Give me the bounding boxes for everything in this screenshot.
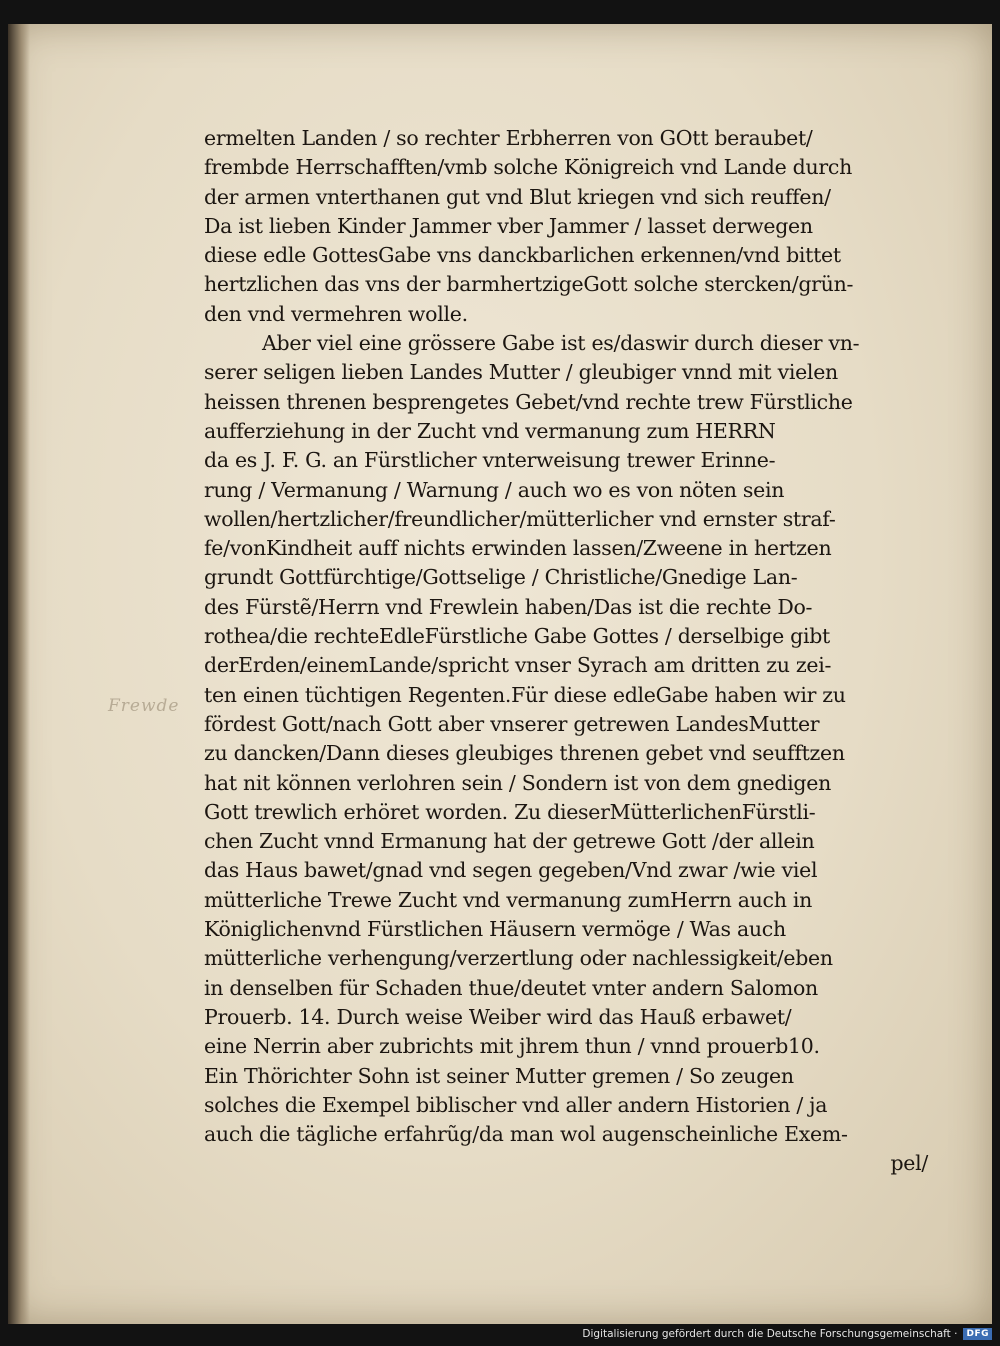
text-line: rothea/die rechteEdleFürstliche Gabe Gottes / derselbige gibt bbox=[204, 624, 830, 649]
footer bbox=[582, 1326, 992, 1342]
text-line: hat nit können verlohren sein / Sondern ist von dem gnedigen bbox=[204, 770, 831, 795]
margin-note: Frewde bbox=[108, 696, 180, 716]
text-line: grundt Gottfürchtige/Gottselige / Christliche/Gnedige Lan- bbox=[204, 565, 798, 590]
text-line: diese edle GottesGabe vns danckbarlichen erkennen/vnd bittet bbox=[204, 243, 841, 268]
text-line: das Haus bawet/gnad vnd segen gegeben/Vnd zwar /wie viel bbox=[204, 858, 818, 883]
text-line: den vnd vermehren wolle. bbox=[204, 301, 468, 326]
text-line: mütterliche Trewe Zucht vnd vermanung zumHerrn auch in bbox=[204, 887, 812, 912]
text-line: Aber viel eine grössere Gabe ist es/daswir durch dieser vn- bbox=[262, 331, 860, 356]
dfg-logo-icon: DFG bbox=[963, 1328, 992, 1340]
text-line: eine Nerrin aber zubrichts mit jhrem thun / vnnd prouerb10. bbox=[204, 1034, 820, 1059]
text-line: auch die tägliche erfahrũg/da man wol augenscheinliche Exem- bbox=[204, 1122, 848, 1147]
text-line: des Fürstẽ/Herrn vnd Frewlein haben/Das ist die rechte Do- bbox=[204, 594, 813, 619]
text-block bbox=[204, 124, 938, 1179]
text-line: Königlichenvnd Fürstlichen Häusern vermöge / Was auch bbox=[204, 917, 786, 942]
scanned-page bbox=[8, 24, 992, 1324]
text-line: derErden/einemLande/spricht vnser Syrach am dritten zu zei- bbox=[204, 653, 832, 678]
text-line: Da ist lieben Kinder Jammer vber Jammer / lasset derwegen bbox=[204, 213, 813, 238]
text-line: zu dancken/Dann dieses gleubiges threnen gebet vnd seufftzen bbox=[204, 741, 845, 766]
text-line: wollen/hertzlicher/freundlicher/mütterlicher vnd ernster straf- bbox=[204, 506, 836, 531]
text-line: mütterliche verhengung/verzertlung oder nachlessigkeit/eben bbox=[204, 946, 833, 971]
text-line: rung / Vermanung / Warnung / auch wo es von nöten sein bbox=[204, 477, 785, 502]
text-line: Ein Thörichter Sohn ist seiner Mutter gremen / So zeugen bbox=[204, 1063, 794, 1088]
text-line: serer seligen lieben Landes Mutter / gleubiger vnnd mit vielen bbox=[204, 360, 838, 385]
text-line: hertzlichen das vns der barmhertzigeGott solche stercken/grün- bbox=[204, 272, 854, 297]
text-line: Gott trewlich erhöret worden. Zu dieserMütterlichenFürstli- bbox=[204, 799, 816, 824]
text-line: der armen vnterthanen gut vnd Blut kriegen vnd sich reuffen/ bbox=[204, 184, 831, 209]
text-line: in denselben für Schaden thue/deutet vnter andern Salomon bbox=[204, 975, 818, 1000]
text-line: da es J. F. G. an Fürstlicher vnterweisung trewer Erinne- bbox=[204, 448, 776, 473]
text-line: heissen threnen besprengetes Gebet/vnd rechte trew Fürstliche bbox=[204, 389, 853, 414]
text-line: aufferziehung in der Zucht vnd vermanung zum HERRN bbox=[204, 418, 776, 443]
text-line: solches die Exempel biblischer vnd aller andern Historien / ja bbox=[204, 1092, 828, 1117]
text-line: ermelten Landen / so rechter Erbherren von GOtt beraubet/ bbox=[204, 126, 813, 150]
text-line: fe/vonKindheit auff nichts erwinden lassen/Zweene in hertzen bbox=[204, 536, 832, 561]
text-line: chen Zucht vnnd Ermanung hat der getrewe Gott /der allein bbox=[204, 829, 815, 854]
text-line: ten einen tüchtigen Regenten.Für diese edleGabe haben wir zu bbox=[204, 682, 846, 707]
text-line: frembde Herrschafften/vmb solche Königreich vnd Lande durch bbox=[204, 155, 852, 180]
catchword: pel/ bbox=[890, 1151, 928, 1176]
text-line: Prouerb. 14. Durch weise Weiber wird das Hauß erbawet/ bbox=[204, 1004, 792, 1029]
funding-credit: Digitalisierung gefördert durch die Deutsche Forschungsgemeinschaft · bbox=[582, 1328, 958, 1340]
text-line: fördest Gott/nach Gott aber vnserer getrewen LandesMutter bbox=[204, 711, 820, 736]
